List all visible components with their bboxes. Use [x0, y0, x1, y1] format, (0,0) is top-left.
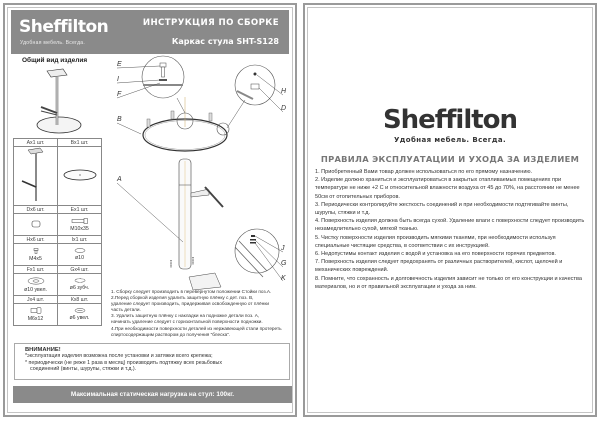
label-i: I [117, 76, 119, 83]
attention-line: * периодически (не реже 1 раза в месяц) производить подтяжку всех резьбовых [25, 359, 223, 366]
brand-logo: Sheffilton [382, 105, 518, 135]
part-e-label: Ех1 шт. [58, 206, 102, 214]
header-banner [11, 10, 289, 54]
step-line: 3. Удалить защитную плёнку с накладки на подножке детали поз. А, [111, 313, 260, 319]
label-a: A [117, 176, 122, 183]
rule-item: 8. Помните, что сохранность и долговечность изделия зависит не только от его конструкции и качества материалов, но и от правильной эксплуатации и ухода за ним. [315, 275, 582, 290]
max-load-banner: Максимальная статическая нагрузка на стул: 100кг. [13, 386, 292, 403]
rule-item: 4. Поверхность изделия должна быть всегда сухой. Удаление влаги с поверхности следует производить незамедлительно сухой, мягкой тканью. [315, 218, 585, 233]
label-k: K [281, 275, 286, 282]
brand-logo: Sheffilton [19, 17, 109, 37]
part-f-caption: ø10 увел. [24, 286, 47, 293]
part-j-label: Jх4 шт. [14, 296, 58, 304]
label-h: H [281, 88, 287, 95]
step-line: спиртосодержащим раствором до получения "блеска". [111, 331, 231, 337]
attention-title: ВНИМАНИЕ! [25, 347, 61, 353]
brand-slogan: Удобная мебель. Всегда. [20, 40, 86, 46]
part-d-nut-icon [14, 214, 58, 236]
part-e-caption: M10x35 [70, 225, 89, 232]
part-i-label: Iх1 шт. [58, 236, 102, 244]
label-g: G [281, 260, 287, 267]
label-e: E [117, 61, 122, 68]
part-h-caption: M4x5 [29, 255, 42, 262]
attention-line: *эксплуатация изделия возможна после установки и затяжки всего крепежа; [25, 353, 213, 360]
rule-item: 2. Изделие должно храниться и эксплуатироваться в закрытых отапливаемых помещениях при температуре не ниже +2 С и относительной влажности воздуха от 45 до 70%, на расстоянии не менее 50см от отопительных приборов. [315, 177, 580, 200]
rule-item: 1. Приобретенный Вами товар должен использоваться по его прямому назначению. [315, 169, 533, 175]
label-f: F [117, 91, 122, 98]
attention-box [14, 343, 290, 380]
assembly-instructions-page [3, 3, 297, 417]
part-h-screw [14, 244, 58, 266]
part-a-label: Ах1 шт. [14, 139, 58, 147]
step-line: удаление следует производить, придерживая освобожденную от плёнки [111, 301, 270, 307]
label-b: B [117, 116, 122, 123]
rule-item: 3. Периодически контролируйте жесткость соединений и при необходимости подтягивайте винты, шурупы, стяжки и т.д. [315, 201, 569, 217]
part-f-label: Fх1 шт. [14, 266, 58, 274]
exploded-assembly-diagram-icon [105, 55, 295, 290]
care-rules-page [303, 3, 597, 417]
page-title: ИНСТРУКЦИЯ ПО СБОРКЕ [142, 18, 279, 28]
label-j: J [281, 245, 285, 252]
rules-title: ПРАВИЛА ЭКСПЛУАТАЦИИ И УХОДА ЗА ИЗДЕЛИЕМ [320, 154, 580, 164]
chair-frame-overview-icon [19, 65, 99, 137]
part-g-toothed-washer [58, 274, 102, 296]
step-line: 4.При необходимости поверхности деталей из нержавеющей стали протереть [111, 325, 282, 331]
part-j-caption: M6x12 [27, 316, 44, 322]
step-line: часть детали. [111, 307, 141, 313]
rules-list [315, 168, 591, 291]
part-k-caption: ø6 увел. [69, 315, 90, 321]
part-i-caption: ø10 [75, 255, 84, 261]
attention-line: соединений (винты, шурупы, стяжки и т.д.). [30, 366, 137, 373]
part-b-base-disc-icon [58, 147, 102, 206]
step-line: начинать удаление следует с горизонтальной поверхности подножки. [111, 319, 263, 325]
parts-table [13, 138, 102, 326]
overview-label: Общий вид изделия [22, 57, 88, 64]
part-k-label: Кх8 шт. [58, 296, 102, 304]
label-d: D [281, 105, 287, 112]
part-g-caption: ø6 зубч. [69, 285, 90, 291]
rule-item: 5. Чистку поверхности изделия производить мягкими тканями, при необходимости используя специальные чистящие средства, в соответствии с их инструкцией. [315, 234, 556, 249]
part-i-washer [58, 244, 102, 266]
step-line: 1. Сборку следует производить в перевернутом положении Стойки поз.А. [111, 289, 272, 294]
part-b-label: Вх1 шт. [58, 139, 102, 147]
rule-item: 6. Недопустимы контакт изделия с водой и установка на его поверхности горячих предметов. [315, 251, 556, 258]
rule-item: 7. Поверхность изделия следует предохранять от различных растворителей, кислот, щелочей и механических повреждений. [315, 259, 563, 274]
part-f-large-washer [14, 274, 58, 296]
part-g-label: Gх4 шт. [58, 266, 102, 274]
part-a-stand-icon [14, 147, 58, 206]
part-e-bolt [58, 214, 102, 236]
product-model: Каркас стула SHT-S128 [171, 37, 279, 46]
part-j-bolt [14, 304, 58, 326]
part-h-label: Нх6 шт. [14, 236, 58, 244]
part-k-washer [58, 304, 102, 326]
assembly-steps [111, 289, 291, 338]
brand-slogan: Удобная мебель. Всегда. [393, 136, 507, 144]
step-line: 2.Перед сборкой изделия удалить защитную плёнку с дет. поз. В, [111, 295, 254, 301]
part-d-label: Dх6 шт. [14, 206, 58, 214]
